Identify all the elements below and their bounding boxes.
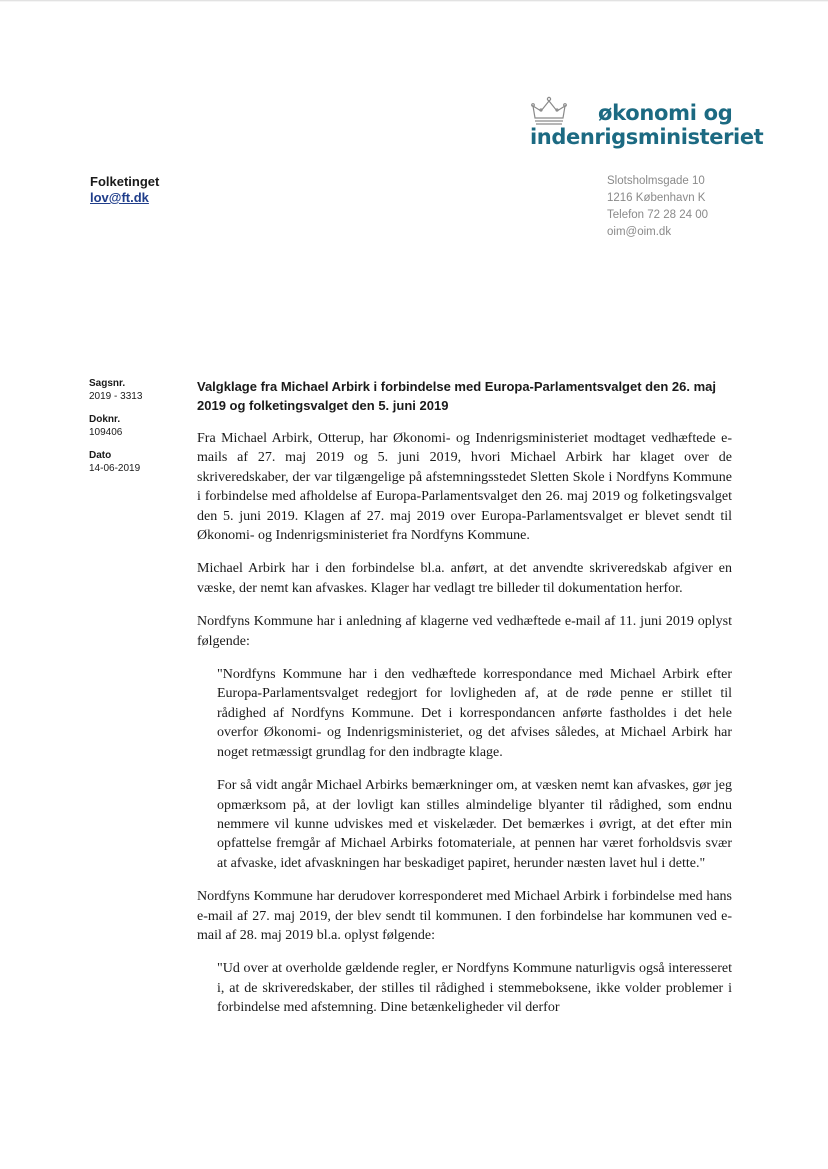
logo-line-1: økonomi og [598, 101, 733, 125]
recipient-block [90, 174, 159, 206]
letter-subject: Valgklage fra Michael Arbirk i forbindelse med Europa-Parlamentsvalget den 26. maj 2019 og folketingsvalget den 5. juni 2019 [197, 379, 716, 413]
quote-paragraph: "Ud over at overholde gældende regler, er Nordfyns Kommune naturligvis også interesseret i, at de skriveredskaber, der stilles til rådighed i stemmeboksene, ikke volder problemer i forbindelse med afstemning. Dine betænkeligheder vil derfor [217, 961, 732, 1016]
doc-number-value: 109406 [89, 427, 123, 438]
case-number-value: 2019 - 3313 [89, 391, 143, 402]
address-street: Slotsholmsgade 10 [607, 175, 705, 187]
date-value: 14-06-2019 [89, 463, 141, 474]
address-phone: Telefon 72 28 24 00 [607, 209, 709, 221]
crown-icon [530, 96, 568, 128]
body-paragraph: Fra Michael Arbirk, Otterup, har Økonomi- og Indenrigsministeriet modtaget vedhæftede e-mails af 27. maj 2019 og 5. juni 2019, hvori Michael Arbirk har klaget over de skriveredskaber, der var tilgængelige på afstemningsstedet Sletten Skole i Nordfyns Kommune i forbindelse med afholdelse af Europa-Parlamentsvalget den 26. maj 2019 og folketingsvalget den 5. juni 2019. Klagen af 27. maj 2019 over Europa-Parlamentsvalget er blevet sendt til Økonomi- og Indenrigsministeriet fra Nordfyns Kommune. [197, 431, 732, 544]
logo-line-2: indenrigsministeriet [530, 125, 764, 149]
quote-paragraph: For så vidt angår Michael Arbirks bemærkninger om, at væsken nemt kan afvaskes, gør jeg opmærksom på, at der lovligt kan stilles almindelige blyanter til rådighed, som endnu nemmere vil kunne udviskes med et viskelæder. Det bemærkes i øvrigt, at det efter min opfattelse fremgår af Michael Arbirks fotomateriale, at pennen har været forholdsvis svær at afvaske, idet afvaskningen har beskadiget papiret, herunder næsten lavet hul i dette." [217, 778, 732, 871]
recipient-email-link[interactable]: lov@ft.dk [90, 190, 149, 205]
body-paragraph: Nordfyns Kommune har derudover korresponderet med Michael Arbirk i forbindelse med hans e-mail af 27. maj 2019, der blev sendt til kommunen. I den forbindelse har kommunen ved e-mail af 28. maj 2019 bl.a. oplyst følgende: [197, 889, 732, 943]
ministry-logo [530, 96, 764, 156]
address-city: 1216 København K [607, 192, 706, 204]
case-metadata [89, 377, 179, 485]
letter-body [197, 429, 732, 1032]
quote-paragraph: "Nordfyns Kommune har i den vedhæftede korrespondance med Michael Arbirk efter Europa-Parlamentsvalget redegjort for lovligheden af, at de røde penne er stillet til rådighed af Nordfyns Kommune. Det i korrespondancen anførte fastholdes i det hele overfor Økonomi- og Indenrigsministeriet, og det afvises således, at Michael Arbirk har noget retmæssigt grundlag for den indbragte klage. [217, 667, 732, 760]
address-email: oim@oim.dk [607, 226, 672, 238]
sender-address [607, 173, 708, 241]
body-paragraph: Michael Arbirk har i den forbindelse bl.a. anført, at det anvendte skriveredskab afgiver en væske, der nemt kan afvaskes. Klager har vedlagt tre billeder til dokumentation herfor. [197, 561, 732, 596]
scan-edge [0, 0, 828, 2]
doc-number-label: Doknr. [89, 414, 121, 425]
date-label: Dato [89, 450, 112, 461]
recipient-name: Folketinget [90, 174, 160, 189]
case-number-label: Sagsnr. [89, 378, 126, 389]
body-paragraph: Nordfyns Kommune har i anledning af klagerne ved vedhæftede e-mail af 11. juni 2019 oplyst følgende: [197, 614, 732, 649]
